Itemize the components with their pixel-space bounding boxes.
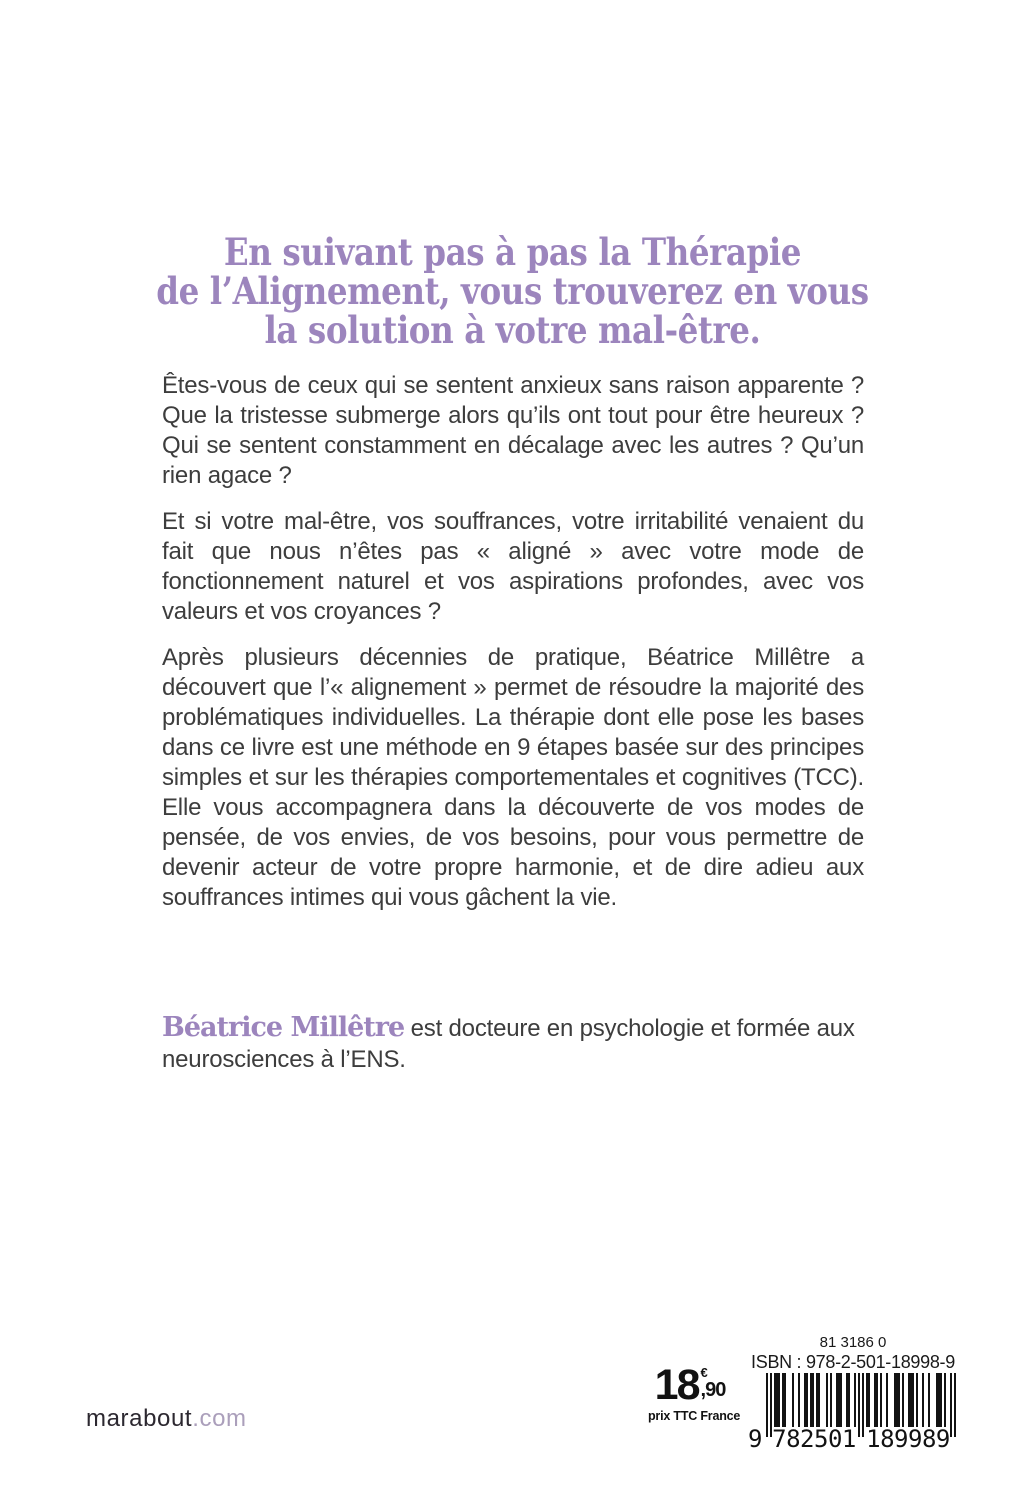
paragraph-1: Êtes-vous de ceux qui se sentent anxieux sans raison apparente ? Que la tristesse submerge alors qu’ils ont tout pour être heureux ? Qui se sentent constamment en décalage avec les autres ? Qu’un rien agace ? <box>162 372 864 489</box>
author-bio-text: est docteure en psychologie et formée aux neurosciences à l’ENS. <box>162 1015 855 1073</box>
ean-digit-group: 9 <box>748 1425 762 1453</box>
tagline-line-1: En suivant pas à pas la Thérapie <box>223 230 802 274</box>
publisher-name: marabout <box>86 1405 193 1432</box>
publisher-wordmark <box>86 1404 247 1434</box>
product-code: 81 3186 0 <box>819 1334 887 1351</box>
tagline-line-2: de l’Alignement, vous trouverez en vous <box>156 269 869 313</box>
paragraph-3: Après plusieurs décennies de pratique, Béatrice Millêtre a découvert que l’« alignement » permet de résoudre la majorité des problématiques individuelles. La thérapie dont elle pose les bases dans ce livre est une méthode en 9 étapes basée sur des principes simples et sur les thérapies comportementales et cognitives (TCC). Elle vous accompagnera dans la découverte de vos modes de pensée, de vos envies, de vos besoins, pour vous permettre de devenir acteur de votre propre harmonie, et de dire adieu aux souffrances intimes qui vous gâchent la vie. <box>162 644 864 911</box>
price-value <box>648 1361 732 1409</box>
ean-digit-group: 189989 <box>866 1425 950 1453</box>
price-cents: ,90 <box>700 1379 726 1401</box>
price-integer: 18 <box>654 1361 699 1409</box>
euro-sign: € <box>700 1365 708 1380</box>
barcode-block <box>750 1334 956 1452</box>
tagline <box>61 230 963 352</box>
ean-digit-group: 782501 <box>772 1425 856 1453</box>
price-block <box>648 1361 741 1423</box>
price-note: prix TTC France <box>648 1409 741 1423</box>
paragraph-2: Et si votre mal-être, vos souffrances, votre irritabilité venaient du fait que nous n’êtes pas « aligné » avec votre mode de fonctionnement naturel et vos aspirations profondes, avec vos valeurs et vos croyances ? <box>162 508 864 625</box>
author-name: Béatrice Millêtre <box>162 1012 405 1043</box>
author-bio <box>162 1012 872 1075</box>
tagline-line-3: la solution à votre mal-être. <box>264 308 761 352</box>
back-cover-text <box>162 371 864 929</box>
isbn-label: ISBN : 978-2-501-18998-9 <box>751 1352 955 1372</box>
publisher-domain-suffix: .com <box>192 1405 247 1432</box>
ean-digits <box>750 1426 956 1452</box>
